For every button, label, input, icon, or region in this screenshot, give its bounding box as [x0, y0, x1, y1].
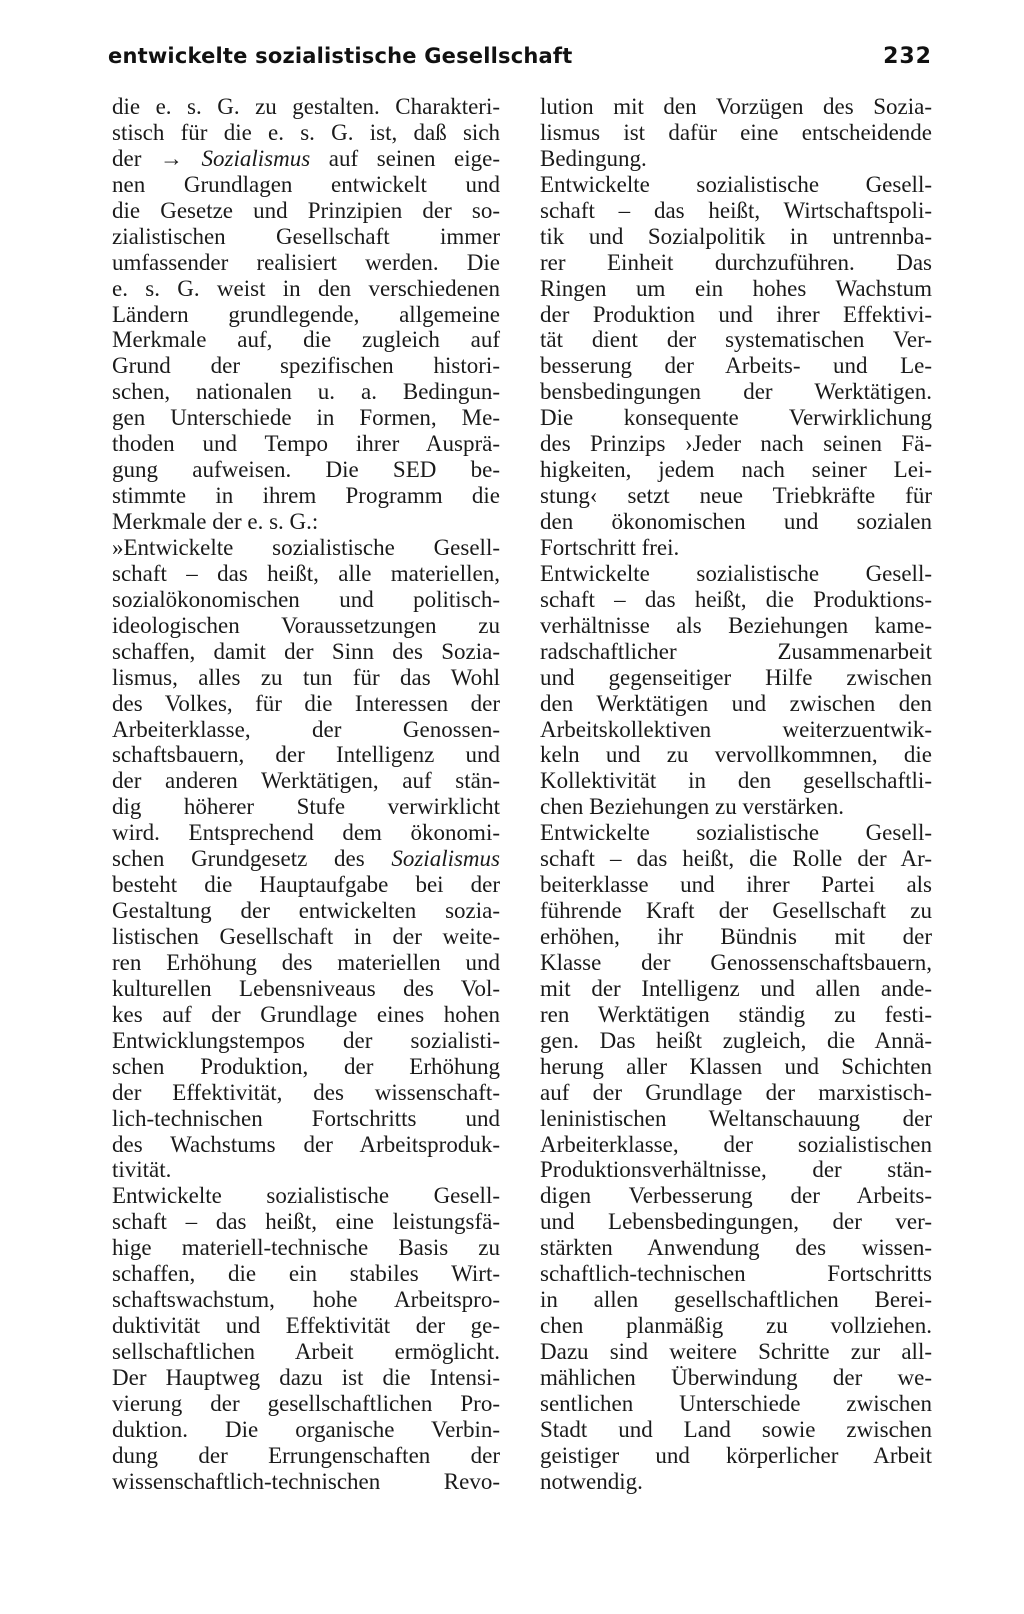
text-line: umfassender realisiert werden. Die: [112, 249, 500, 275]
text-line: den Werktätigen und zwischen den: [540, 690, 932, 716]
text-line: nen Grundlagen entwickelt und: [112, 171, 500, 197]
cross-reference-term: Sozialismus: [201, 145, 311, 171]
text-line: besteht die Hauptaufgabe bei der: [112, 872, 500, 898]
text-line: chen Beziehungen zu verstärken.: [540, 794, 844, 820]
text-line: lismus ist dafür eine entscheidende: [540, 119, 932, 145]
text-line: und gegenseitiger Hilfe zwischen: [540, 664, 932, 690]
text-line: schaftswachstum, hohe Arbeitspro-: [112, 1287, 500, 1313]
text-line: Produktionsverhältnisse, der stän-: [540, 1157, 932, 1183]
text-line: herung aller Klassen und Schichten: [540, 1053, 932, 1079]
cross-reference-term: Sozialismus: [391, 846, 500, 872]
text-line: kes auf der Grundlage eines hohen: [112, 1001, 500, 1027]
text-line: »Entwickelte sozialistische Gesell-: [112, 534, 500, 560]
text-line: sozialökonomischen und politisch-: [112, 586, 500, 612]
text-line: Entwickelte sozialistische Gesell-: [540, 560, 932, 586]
text-line: des Prinzips ›Jeder nach seinen Fä-: [540, 431, 932, 457]
page-header: [108, 44, 932, 84]
text-line: duktivität und Effektivität der ge-: [112, 1313, 500, 1339]
text-line: Merkmale der e. s. G.:: [112, 509, 319, 534]
text-line: der anderen Werktätigen, auf stän-: [112, 768, 500, 794]
text-line: listischen Gesellschaft in der weite-: [112, 924, 500, 949]
text-line: notwendig.: [540, 1468, 643, 1494]
text-line: gen. Das heißt zugleich, die Annä-: [540, 1027, 932, 1053]
text-line: wissenschaftlich-technischen Revo-: [112, 1468, 500, 1494]
text-line: sellschaftlichen Arbeit ermöglicht.: [112, 1339, 500, 1364]
text-line: zialistischen Gesellschaft immer: [112, 223, 500, 249]
text-line: verhältnisse als Beziehungen kame-: [540, 612, 932, 638]
text-line: stung‹ setzt neue Triebkräfte für: [540, 483, 932, 509]
text-line: schaft – das heißt, die Produktions-: [540, 586, 932, 612]
text-line: der Effektivität, des wissenschaft-: [112, 1079, 500, 1105]
text-line: auf der Grundlage der marxistisch-: [540, 1079, 932, 1105]
text-line: chen planmäßig zu vollziehen.: [540, 1313, 932, 1339]
text-line: schaftlich-technischen Fortschritts: [540, 1261, 932, 1287]
text-line: lismus, alles zu tun für das Wohl: [112, 664, 500, 690]
text-line: schaft – das heißt, eine leistungsfä-: [112, 1209, 500, 1235]
text-line: Ringen um ein hohes Wachstum: [540, 275, 932, 301]
text-line: lich-technischen Fortschritts und: [112, 1105, 500, 1131]
text-line: in allen gesellschaftlichen Berei-: [540, 1287, 932, 1313]
text-line: erhöhen, ihr Bündnis mit der: [540, 924, 932, 949]
text-line: higkeiten, jedem nach seiner Lei-: [540, 457, 932, 483]
text-line: schaftsbauern, der Intelligenz und: [112, 742, 500, 768]
page-number: 232: [883, 44, 932, 69]
text-line: dig höherer Stufe verwirklicht: [112, 794, 500, 820]
text-line: schen, nationalen u. a. Bedingun-: [112, 379, 500, 405]
text-line: hige materiell-technische Basis zu: [112, 1235, 500, 1261]
text-line: kulturellen Lebensniveaus des Vol-: [112, 975, 500, 1001]
text-line: besserung der Arbeits- und Le-: [540, 353, 932, 379]
text-line: Kollektivität in den gesellschaftli-: [540, 768, 932, 794]
text-line: e. s. G. weist in den verschiedenen: [112, 275, 500, 301]
text-line: keln und zu vervollkommnen, die: [540, 742, 932, 768]
text-line: stimmte in ihrem Programm die: [112, 483, 500, 509]
text-line: Fortschritt frei.: [540, 534, 680, 560]
text-line: des Wachstums der Arbeitsproduk-: [112, 1131, 500, 1157]
text-line: gen Unterschiede in Formen, Me-: [112, 405, 500, 431]
text-line: des Volkes, für die Interessen der: [112, 690, 500, 716]
text-line: Bedingung.: [540, 145, 647, 171]
text-line: Entwickelte sozialistische Gesell-: [540, 171, 932, 197]
text-line: schen Produktion, der Erhöhung: [112, 1053, 500, 1079]
text-line: ren Werktätigen ständig zu festi-: [540, 1001, 932, 1027]
text-line: wird. Entsprechend dem ökonomi-: [112, 820, 500, 846]
text-line: duktion. Die organische Verbin-: [112, 1416, 500, 1442]
text-line: rer Einheit durchzuführen. Das: [540, 249, 932, 275]
text-line: beiterklasse und ihrer Partei als: [540, 872, 932, 898]
text-line: lution mit den Vorzügen des Sozia-: [540, 94, 932, 119]
text-line: schen Grundgesetz des Sozialismus: [112, 846, 500, 872]
text-line: ideologischen Voraussetzungen zu: [112, 612, 500, 638]
text-line: Grund der spezifischen histori-: [112, 353, 500, 379]
text-line: der Produktion und ihrer Effektivi-: [540, 301, 932, 327]
text-line: schaft – das heißt, alle materiellen,: [112, 560, 500, 586]
text-line: Dazu sind weitere Schritte zur all-: [540, 1339, 932, 1364]
text-line: die Gesetze und Prinzipien der so-: [112, 197, 500, 223]
text-line: schaffen, die ein stabiles Wirt-: [112, 1261, 500, 1287]
running-head-title: entwickelte sozialistische Gesellschaft: [108, 44, 573, 68]
text-line: stisch für die e. s. G. ist, daß sich: [112, 119, 500, 145]
text-line: tik und Sozialpolitik in untrennba-: [540, 223, 932, 249]
text-line: tät dient der systematischen Ver-: [540, 327, 932, 353]
text-line: schaffen, damit der Sinn des Sozia-: [112, 638, 500, 664]
text-line: gung aufweisen. Die SED be-: [112, 457, 500, 483]
text-line: und Lebensbedingungen, der ver-: [540, 1209, 932, 1235]
text-line: den ökonomischen und sozialen: [540, 509, 932, 534]
text-line: Stadt und Land sowie zwischen: [540, 1416, 932, 1442]
text-line: vierung der gesellschaftlichen Pro-: [112, 1390, 500, 1416]
right-text-column: [540, 94, 932, 1495]
text-line: sentlichen Unterschiede zwischen: [540, 1390, 932, 1416]
text-line: schaft – das heißt, die Rolle der Ar-: [540, 846, 932, 872]
text-line: Merkmale auf, die zugleich auf: [112, 327, 500, 353]
text-line: digen Verbesserung der Arbeits-: [540, 1183, 932, 1209]
text-line: schaft – das heißt, Wirtschaftspoli-: [540, 197, 932, 223]
text-line: Gestaltung der entwickelten sozia-: [112, 898, 500, 924]
text-line: Entwickelte sozialistische Gesell-: [112, 1183, 500, 1209]
text-line: thoden und Tempo ihrer Ausprä-: [112, 431, 500, 457]
text-line: stärkten Anwendung des wissen-: [540, 1235, 932, 1261]
text-line: mit der Intelligenz und allen ande-: [540, 975, 932, 1001]
text-line: geistiger und körperlicher Arbeit: [540, 1442, 932, 1468]
text-line: Der Hauptweg dazu ist die Intensi-: [112, 1364, 500, 1390]
text-line: Entwicklungstempos der sozialisti-: [112, 1027, 500, 1053]
text-line: ren Erhöhung des materiellen und: [112, 949, 500, 975]
text-line: die e. s. G. zu gestalten. Charakteri-: [112, 94, 500, 119]
text-line: mählichen Überwindung der we-: [540, 1364, 932, 1390]
text-line: tivität.: [112, 1157, 172, 1183]
text-line: leninistischen Weltanschauung der: [540, 1105, 932, 1131]
text-line: Klasse der Genossenschaftsbauern,: [540, 949, 932, 975]
text-line: Arbeiterklasse, der sozialistischen: [540, 1131, 932, 1157]
text-line: Arbeiterklasse, der Genossen-: [112, 716, 500, 742]
text-line: radschaftlicher Zusammenarbeit: [540, 638, 932, 664]
text-line: Die konsequente Verwirklichung: [540, 405, 932, 431]
text-line: Arbeitskollektiven weiterzuentwik-: [540, 716, 932, 742]
text-line: dung der Errungenschaften der: [112, 1442, 500, 1468]
text-line: Entwickelte sozialistische Gesell-: [540, 820, 932, 846]
text-line: Ländern grundlegende, allgemeine: [112, 301, 500, 327]
text-line: bensbedingungen der Werktätigen.: [540, 379, 932, 405]
left-text-column: [112, 94, 500, 1495]
text-line: der → Sozialismus auf seinen eige-: [112, 145, 500, 171]
text-line: führende Kraft der Gesellschaft zu: [540, 898, 932, 924]
